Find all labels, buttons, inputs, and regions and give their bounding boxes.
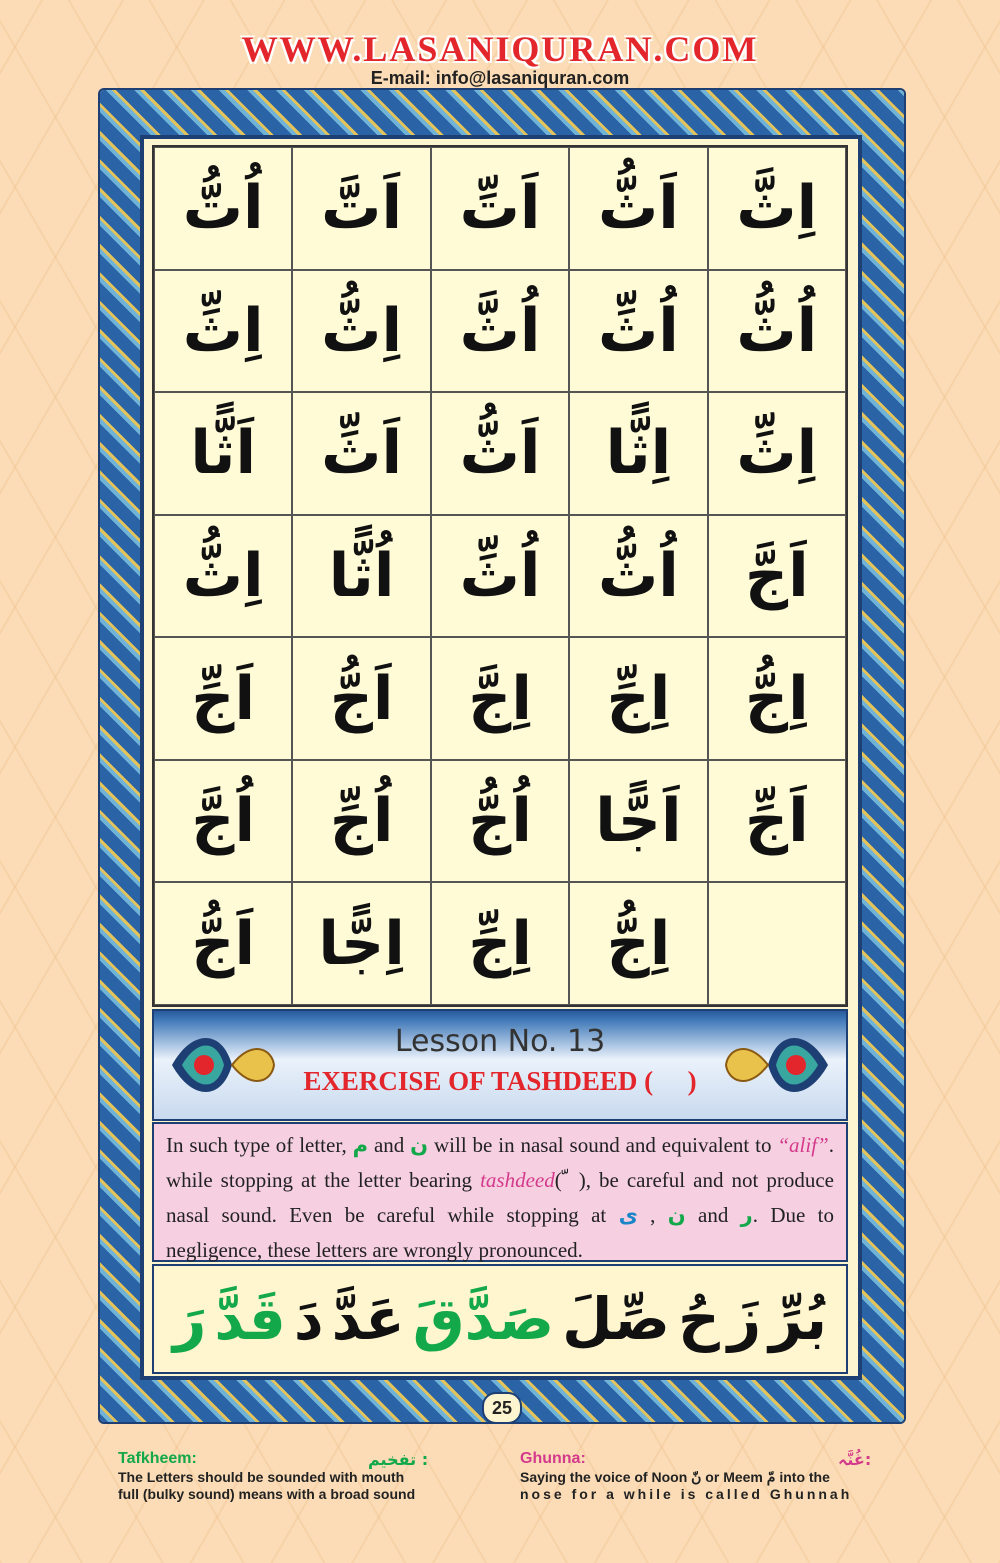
grid-cell: اِجِّ [431,882,569,1005]
tafkheem-title: Tafkheem: [118,1450,197,1467]
grid-cell: اِجُّ [569,882,707,1005]
ra-letter: ر [740,1203,753,1227]
grid-cell: اِثُّ [154,515,292,638]
grid-cell: اِثُّ [292,270,430,393]
grid-cell: اِثًّا [569,392,707,515]
practice-word: دَ [293,1285,324,1353]
desc-text: . Due to negligence, these letters are wrongly pronounced. [166,1203,834,1262]
desc-text: , [650,1203,656,1227]
grid-cell: اَتَّ [292,147,430,270]
grid-cell: اِجُّ [708,637,846,760]
grid-cell: اُثًّا [292,515,430,638]
exercise-title: EXERCISE OF TASHDEED ( ّ ) [303,1066,697,1096]
grid-cell: اُثُّ [708,270,846,393]
desc-text: and [373,1133,405,1157]
grid-cell: اِجًّا [292,882,430,1005]
grid-cell: اَجَّ [708,515,846,638]
practice-word: قَدَّ [214,1285,286,1353]
grid-cell-empty [708,882,846,1005]
ghunna-title: Ghunna: [520,1450,586,1467]
practice-word: صِّلَ [562,1285,670,1353]
ghunna-text: nose for a while is called Ghunnah [520,1486,853,1502]
grid-cell: اَجُّ [154,882,292,1005]
grid-cell: اُتُّ [154,147,292,270]
letter-grid [152,145,848,1007]
grid-cell: اُجَّ [154,760,292,883]
ya-letter: ی [618,1203,638,1227]
practice-word: عَدَّ [331,1285,405,1353]
grid-cell: اَجِّ [708,760,846,883]
desc-text: will be in nasal sound and equivalent to [433,1133,772,1157]
desc-text: and [698,1203,729,1227]
practice-word: صَدَّقَ [412,1285,555,1353]
grid-cell: اَجِّ [154,637,292,760]
practice-word: بُرِّ [769,1285,828,1353]
meem-letter: م [352,1133,369,1157]
grid-cell: اَثُّ [431,392,569,515]
tashdeed-term: tashdeed [480,1168,555,1192]
grid-cell: اِثِّ [154,270,292,393]
desc-text: . while stopping at the letter bearing [166,1133,834,1192]
practice-word: حُ [677,1285,720,1353]
grid-cell: اَثِّ [292,392,430,515]
site-url: WWW.LASANIQURAN.COM [241,29,759,69]
grid-cell: اِجِّ [569,637,707,760]
lesson-description [152,1122,848,1262]
tafkheem-text: full (bulky sound) means with a broad sound [118,1486,416,1502]
grid-cell: اُجِّ [292,760,430,883]
practice-word: زَ [727,1285,762,1353]
grid-cell: اُثَّ [431,270,569,393]
grid-cell: اِجَّ [431,637,569,760]
ghunna-title-arabic: غُنَّہ: [838,1450,872,1469]
desc-text: In such type of letter, [166,1133,347,1157]
alif-term: “alif” [777,1133,829,1157]
practice-words-row [152,1264,848,1374]
practice-word: رَ [172,1285,207,1353]
grid-cell: اُثِّ [569,270,707,393]
grid-cell: اُثِّ [431,515,569,638]
grid-cell: اَجًّا [569,760,707,883]
grid-cell: اَتِّ [431,147,569,270]
grid-cell: اَثًّا [154,392,292,515]
grid-cell: اُجُّ [431,760,569,883]
grid-cell: اِثَّ [708,147,846,270]
grid-cell: اَثُّ [569,147,707,270]
lesson-number: Lesson No. 13 [394,1024,606,1059]
grid-cell: اُثُّ [569,515,707,638]
tafkheem-title-arabic: تفخیم : [368,1450,429,1469]
ghunna-text: Saying the voice of Noon نّ or Meem مّ into the [520,1469,830,1485]
noon-letter: ن [410,1133,429,1157]
grid-cell: اَجُّ [292,637,430,760]
page-number: 25 [482,1392,522,1424]
noon-letter: ن [667,1203,686,1227]
grid-cell: اِثِّ [708,392,846,515]
site-email: E-mail: info@lasaniquran.com [370,68,630,88]
tafkheem-text: The Letters should be sounded with mouth [118,1469,405,1485]
desc-text: ( ّ ), be careful and not produce nasal sound. Even be careful while stopping at [166,1168,834,1227]
